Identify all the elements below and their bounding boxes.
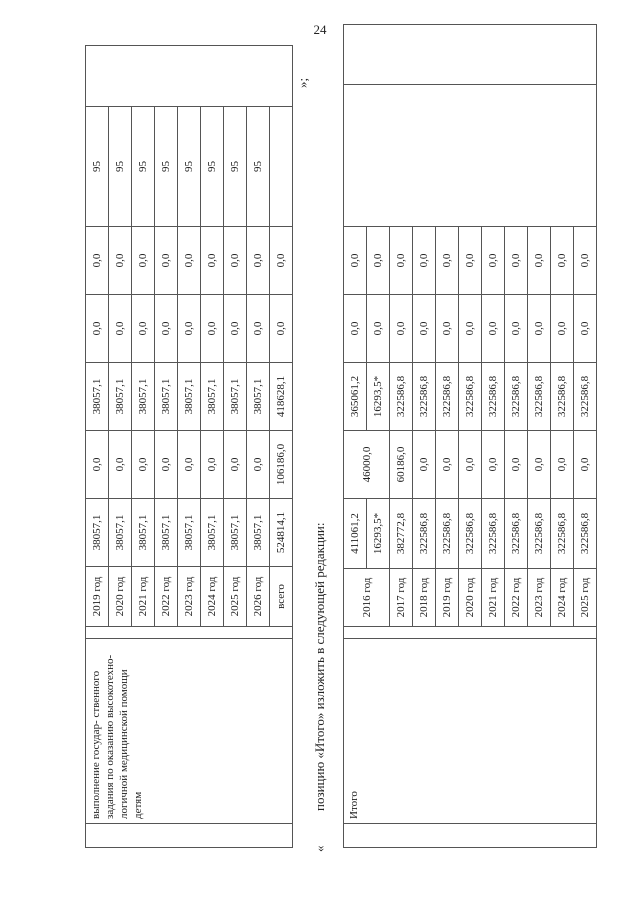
value-cell: 322586,8: [528, 499, 551, 569]
total-value-cell: 0,0: [270, 295, 293, 363]
value-cell: 322586,8: [436, 363, 459, 431]
value-cell: 38057,1: [155, 499, 178, 567]
bottom-table: [343, 24, 597, 848]
value-cell: 38057,1: [201, 363, 224, 431]
value-cell: 0,0: [551, 295, 574, 363]
value-cell: 322586,8: [505, 363, 528, 431]
value-cell: 0,0: [367, 227, 390, 295]
year-cell: 2019 год: [436, 569, 459, 627]
value-cell: 0,0: [155, 227, 178, 295]
bottom-table-body: [344, 25, 597, 848]
year-cell: 2017 год: [390, 569, 413, 627]
value-cell: 0,0: [436, 295, 459, 363]
value-cell: 322586,8: [505, 499, 528, 569]
year-cell: 2016 год: [344, 569, 390, 627]
value-cell: 0,0: [247, 295, 270, 363]
value-cell: 0,0: [436, 431, 459, 499]
blank-cell: [86, 824, 293, 848]
year-cell: 2026 год: [247, 567, 270, 627]
year-cell: 2025 год: [224, 567, 247, 627]
blank-cell: [344, 85, 597, 227]
value-cell: 0,0: [505, 431, 528, 499]
value-cell: 0,0: [109, 227, 132, 295]
year-cell: 2022 год: [155, 567, 178, 627]
value-cell: 38057,1: [247, 363, 270, 431]
value-cell: 322586,8: [528, 363, 551, 431]
blank-cell: [344, 824, 597, 848]
total-value-cell: 106186,0: [270, 431, 293, 499]
year-cell: 2025 год: [574, 569, 597, 627]
value-cell: 0,0: [505, 295, 528, 363]
indicator-cell: 95: [247, 107, 270, 227]
blank-cell: [344, 25, 597, 85]
value-cell: 382772,8: [390, 499, 413, 569]
blank-cell: [270, 107, 293, 227]
year-cell: 2020 год: [459, 569, 482, 627]
value-cell: 0,0: [247, 431, 270, 499]
value-cell: 322586,8: [482, 363, 505, 431]
value-cell: 322586,8: [574, 499, 597, 569]
value-cell: 38057,1: [224, 499, 247, 567]
indicator-cell: 95: [132, 107, 155, 227]
value-cell: 0,0: [201, 295, 224, 363]
value-cell: 322586,8: [574, 363, 597, 431]
blank-cell: [86, 627, 293, 639]
value-cell: 0,0: [413, 295, 436, 363]
year-cell: 2018 год: [413, 569, 436, 627]
value-cell: 38057,1: [178, 499, 201, 567]
value-cell: 38057,1: [224, 363, 247, 431]
value-cell: 0,0: [201, 227, 224, 295]
intro-text: позицию «Итого» изложить в следующей редакции:: [312, 522, 327, 811]
value-cell: 38057,1: [86, 363, 109, 431]
indicator-cell: 95: [155, 107, 178, 227]
top-table-body: [86, 46, 293, 848]
value-cell: 0,0: [390, 227, 413, 295]
value-cell: 0,0: [528, 227, 551, 295]
value-cell: 0,0: [178, 227, 201, 295]
year-cell: 2019 год: [86, 567, 109, 627]
value-cell: 0,0: [109, 431, 132, 499]
value-cell: 0,0: [132, 295, 155, 363]
value-cell: 0,0: [155, 295, 178, 363]
year-cell: 2021 год: [132, 567, 155, 627]
value-cell: 0,0: [413, 431, 436, 499]
close-quote: »;: [295, 77, 310, 88]
total-value-cell: 418628,1: [270, 363, 293, 431]
value-cell: 0,0: [344, 227, 367, 295]
value-cell: 0,0: [528, 431, 551, 499]
year-cell: 2020 год: [109, 567, 132, 627]
value-cell: 38057,1: [109, 499, 132, 567]
value-cell: 0,0: [459, 295, 482, 363]
indicator-cell: 95: [178, 107, 201, 227]
value-cell: 0,0: [574, 295, 597, 363]
indicator-cell: 95: [201, 107, 224, 227]
value-cell: 322586,8: [482, 499, 505, 569]
value-cell: 322586,8: [436, 499, 459, 569]
total-label: Итого: [344, 639, 597, 824]
value-cell: 38057,1: [109, 363, 132, 431]
value-cell: 0,0: [574, 227, 597, 295]
table-row: [86, 46, 109, 848]
year-cell: 2022 год: [505, 569, 528, 627]
activity-description: выполнение государ- ственного задания по оказанию высокотехно- логичной медицинской помощи детям: [86, 639, 293, 824]
total-value-cell: 0,0: [270, 227, 293, 295]
value-cell: 322586,8: [551, 363, 574, 431]
value-cell: 0,0: [344, 295, 367, 363]
total-label: всего: [270, 567, 293, 627]
year-cell: 2023 год: [178, 567, 201, 627]
value-cell: 38057,1: [155, 363, 178, 431]
value-cell: 16293,5*: [367, 499, 390, 569]
page-number: 24: [313, 22, 327, 37]
value-cell: 0,0: [247, 227, 270, 295]
indicator-cell: 95: [224, 107, 247, 227]
value-cell: 0,0: [178, 295, 201, 363]
value-cell: 0,0: [505, 227, 528, 295]
year-cell: 2024 год: [201, 567, 224, 627]
value-cell: 0,0: [367, 295, 390, 363]
value-cell: 0,0: [574, 431, 597, 499]
value-cell: 0,0: [109, 295, 132, 363]
open-quote: «: [312, 845, 327, 852]
value-cell: 0,0: [224, 295, 247, 363]
year-cell: 2021 год: [482, 569, 505, 627]
blank-cell: [344, 627, 597, 639]
value-cell: 0,0: [482, 227, 505, 295]
value-cell: 38057,1: [86, 499, 109, 567]
indicator-cell: 95: [86, 107, 109, 227]
value-cell: 0,0: [224, 227, 247, 295]
value-cell: 0,0: [528, 295, 551, 363]
value-cell: 0,0: [459, 431, 482, 499]
year-cell: 2024 год: [551, 569, 574, 627]
value-cell: 0,0: [482, 295, 505, 363]
value-cell: 322586,8: [459, 499, 482, 569]
value-cell: 322586,8: [551, 499, 574, 569]
value-cell: 365061,2: [344, 363, 367, 431]
value-cell: 0,0: [224, 431, 247, 499]
total-value-cell: 524814,1: [270, 499, 293, 567]
value-cell: 0,0: [132, 227, 155, 295]
value-cell: 0,0: [86, 295, 109, 363]
indicator-cell: 95: [109, 107, 132, 227]
value-cell: 0,0: [86, 431, 109, 499]
value-cell: 0,0: [86, 227, 109, 295]
value-cell: 38057,1: [247, 499, 270, 567]
value-cell: 38057,1: [132, 363, 155, 431]
value-cell: 411061,2: [344, 499, 367, 569]
value-cell: 60186,0: [390, 431, 413, 499]
value-cell: 322586,8: [459, 363, 482, 431]
value-cell: 322586,8: [413, 363, 436, 431]
value-cell: 0,0: [459, 227, 482, 295]
value-cell: 0,0: [482, 431, 505, 499]
blank-cell: [86, 46, 293, 107]
top-table: [85, 45, 293, 848]
value-cell: 0,0: [551, 227, 574, 295]
value-cell: 0,0: [390, 295, 413, 363]
value-cell: 0,0: [413, 227, 436, 295]
value-cell: 0,0: [436, 227, 459, 295]
value-cell: 0,0: [132, 431, 155, 499]
value-cell: 322586,8: [413, 499, 436, 569]
value-cell: 0,0: [201, 431, 224, 499]
table-row: [344, 25, 367, 848]
value-cell: 16293,5*: [367, 363, 390, 431]
value-cell: 322586,8: [390, 363, 413, 431]
value-cell: 38057,1: [201, 499, 224, 567]
value-cell: 38057,1: [132, 499, 155, 567]
value-cell: 46000,0: [344, 431, 390, 499]
value-cell: 38057,1: [178, 363, 201, 431]
value-cell: 0,0: [551, 431, 574, 499]
value-cell: 0,0: [155, 431, 178, 499]
value-cell: 0,0: [178, 431, 201, 499]
year-cell: 2023 год: [528, 569, 551, 627]
